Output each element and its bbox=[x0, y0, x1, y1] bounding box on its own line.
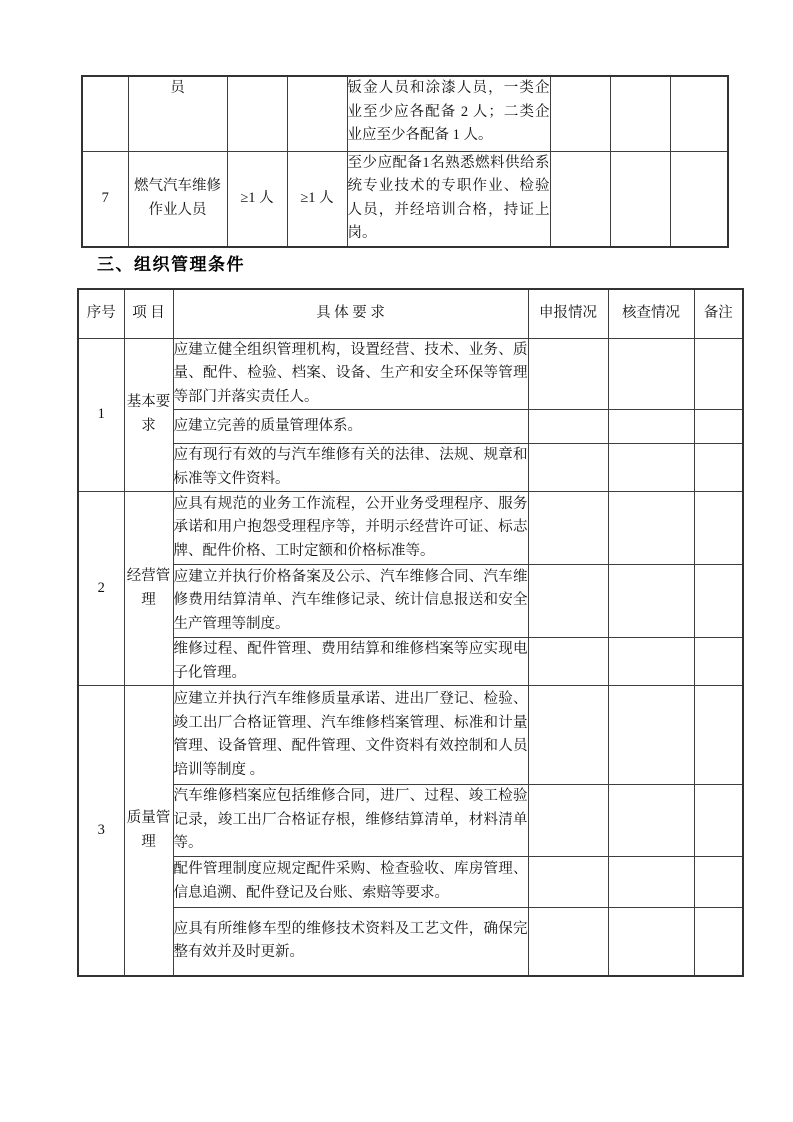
declare-status-cell bbox=[528, 907, 608, 976]
verify-status-cell bbox=[608, 410, 694, 444]
requirement-cell: 应具有所维修车型的维修技术资料及工艺文件，确保完整有效并及时更新。 bbox=[173, 907, 528, 976]
requirement-cell: 应建立并执行汽车维修质量承诺、进出厂登记、检验、竣工出厂合格证管理、汽车维修档案管理、标准和计量管理、设备管理、配件管理、文件资料有效控制和人员培训等制度 。 bbox=[173, 686, 528, 785]
declare-status-cell bbox=[550, 76, 610, 151]
item-cell: 员 bbox=[128, 76, 227, 151]
note-cell bbox=[670, 151, 728, 247]
item-cell: 燃气汽车维修作业人员 bbox=[128, 151, 227, 247]
header-item: 项 目 bbox=[124, 289, 173, 338]
item-cell: 经营管理 bbox=[124, 492, 173, 686]
verify-status-cell bbox=[610, 151, 670, 247]
declared-qty-cell: ≥1 人 bbox=[227, 151, 287, 247]
header-verify: 核查情况 bbox=[608, 289, 694, 338]
declare-status-cell bbox=[528, 338, 608, 410]
header-seq: 序号 bbox=[78, 289, 124, 338]
table-row bbox=[78, 856, 743, 907]
verify-status-cell bbox=[610, 76, 670, 151]
note-cell bbox=[694, 444, 743, 492]
table-row bbox=[78, 686, 743, 785]
organization-management-table bbox=[77, 288, 744, 977]
declare-status-cell bbox=[528, 785, 608, 857]
declare-status-cell bbox=[528, 638, 608, 686]
table-row bbox=[78, 785, 743, 857]
item-cell: 基本要求 bbox=[124, 338, 173, 492]
requirement-cell: 应具有规范的业务工作流程，公开业务受理程序、服务承诺和用户抱怨受理程序等，并明示经营许可证、标志牌、配件价格、工时定额和价格标准等。 bbox=[173, 492, 528, 565]
declare-status-cell bbox=[528, 856, 608, 907]
note-cell bbox=[694, 492, 743, 565]
note-cell bbox=[694, 338, 743, 410]
header-declare: 申报情况 bbox=[528, 289, 608, 338]
verify-status-cell bbox=[608, 856, 694, 907]
header-note: 备注 bbox=[694, 289, 743, 338]
header-requirement: 具 体 要 求 bbox=[173, 289, 528, 338]
note-cell bbox=[694, 856, 743, 907]
requirement-cell: 维修过程、配件管理、费用结算和维修档案等应实现电子化管理。 bbox=[173, 638, 528, 686]
personnel-table-continuation bbox=[81, 75, 729, 248]
verify-status-cell bbox=[608, 907, 694, 976]
table-header-row bbox=[78, 289, 743, 338]
requirement-cell: 至少应配备1名熟悉燃料供给系统专业技术的专职作业、检验人员，并经培训合格，持证上岗。 bbox=[347, 151, 550, 247]
declare-status-cell bbox=[528, 444, 608, 492]
table-row bbox=[78, 638, 743, 686]
verify-status-cell bbox=[608, 565, 694, 638]
table-row bbox=[78, 907, 743, 976]
table-row bbox=[82, 151, 728, 247]
note-cell bbox=[670, 76, 728, 151]
requirement-cell: 应有现行有效的与汽车维修有关的法律、法规、规章和标准等文件资料。 bbox=[173, 444, 528, 492]
table-row bbox=[78, 444, 743, 492]
declare-status-cell bbox=[528, 410, 608, 444]
requirement-cell: 应建立并执行价格备案及公示、汽车维修合同、汽车维修费用结算清单、汽车维修记录、统计信息报送和安全生产管理等制度。 bbox=[173, 565, 528, 638]
declare-status-cell bbox=[528, 565, 608, 638]
verify-status-cell bbox=[608, 338, 694, 410]
seq-cell: 2 bbox=[78, 492, 124, 686]
verify-status-cell bbox=[608, 492, 694, 565]
verified-qty-cell bbox=[287, 76, 347, 151]
table-row bbox=[78, 492, 743, 565]
requirement-cell: 汽车维修档案应包括维修合同，进厂、过程、竣工检验记录，竣工出厂合格证存根，维修结算清单，材料清单等。 bbox=[173, 785, 528, 857]
table-row bbox=[78, 410, 743, 444]
section-heading: 三、组织管理条件 bbox=[97, 255, 245, 274]
verify-status-cell bbox=[608, 686, 694, 785]
table-row bbox=[78, 565, 743, 638]
verify-status-cell bbox=[608, 444, 694, 492]
note-cell bbox=[694, 565, 743, 638]
verified-qty-cell: ≥1 人 bbox=[287, 151, 347, 247]
verify-status-cell bbox=[608, 638, 694, 686]
requirement-cell: 应建立健全组织管理机构，设置经营、技术、业务、质量、配件、检验、档案、设备、生产和安全环保等管理等部门并落实责任人。 bbox=[173, 338, 528, 410]
table-row bbox=[78, 338, 743, 410]
verify-status-cell bbox=[608, 785, 694, 857]
seq-cell: 1 bbox=[78, 338, 124, 492]
note-cell bbox=[694, 686, 743, 785]
declare-status-cell bbox=[528, 492, 608, 565]
declare-status-cell bbox=[550, 151, 610, 247]
requirement-cell: 应建立完善的质量管理体系。 bbox=[173, 410, 528, 444]
seq-cell: 7 bbox=[82, 151, 128, 247]
declare-status-cell bbox=[528, 686, 608, 785]
requirement-cell: 钣金人员和涂漆人员，一类企业至少应各配备 2 人；二类企业应至少各配备 1 人。 bbox=[347, 76, 550, 151]
note-cell bbox=[694, 907, 743, 976]
seq-cell: 3 bbox=[78, 686, 124, 977]
requirement-cell: 配件管理制度应规定配件采购、检查验收、库房管理、信息追溯、配件登记及台账、索赔等要求。 bbox=[173, 856, 528, 907]
item-cell: 质量管理 bbox=[124, 686, 173, 977]
seq-cell bbox=[82, 76, 128, 151]
declared-qty-cell bbox=[227, 76, 287, 151]
note-cell bbox=[694, 785, 743, 857]
note-cell bbox=[694, 638, 743, 686]
table-row bbox=[82, 76, 728, 151]
note-cell bbox=[694, 410, 743, 444]
